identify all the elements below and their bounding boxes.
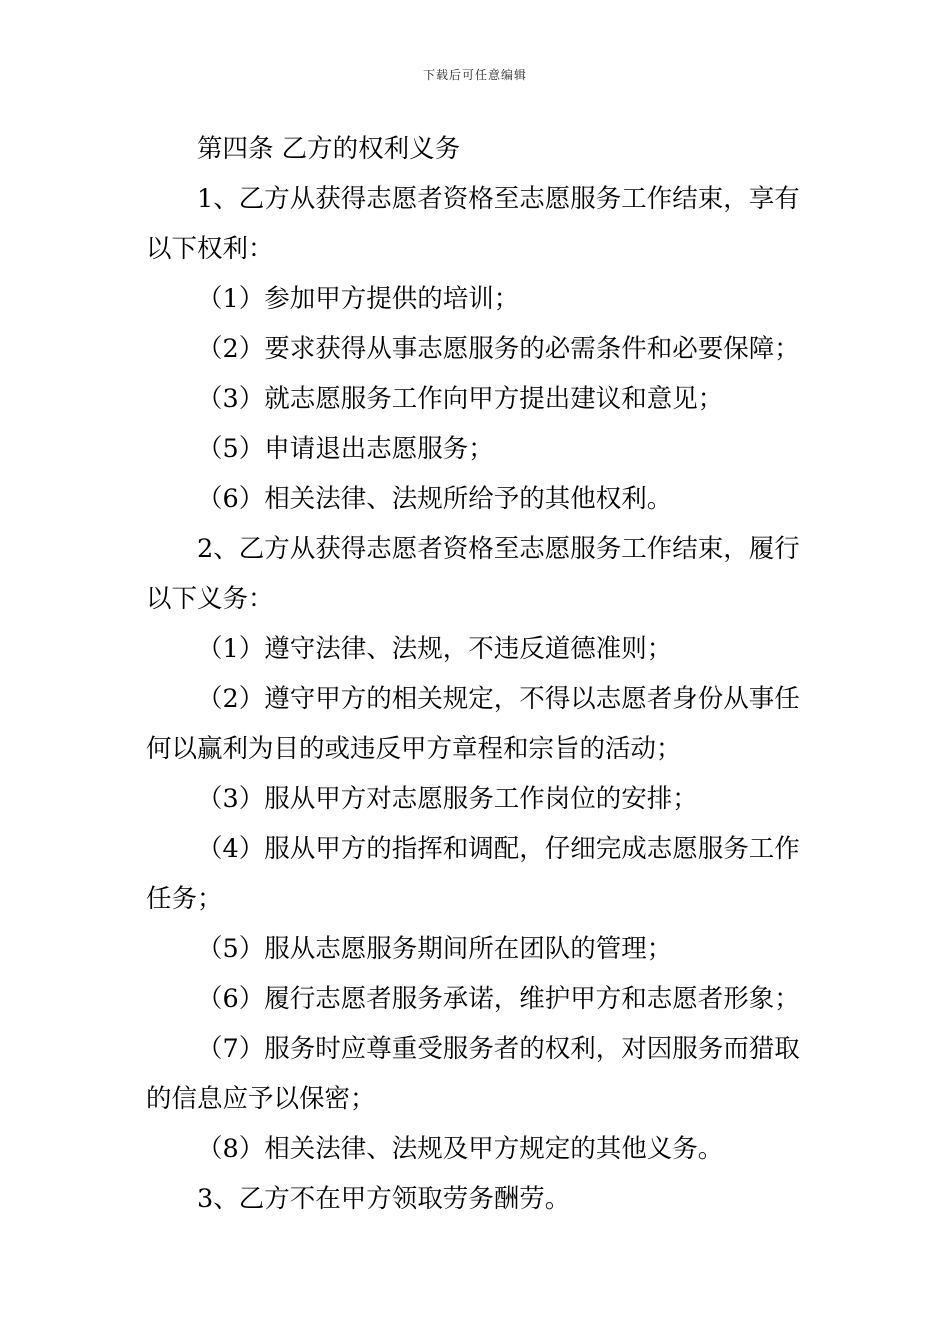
- right-item-3: （3）就志愿服务工作向甲方提出建议和意见；: [197, 384, 724, 414]
- right-item-5: （5）申请退出志愿服务；: [197, 434, 494, 464]
- duty-item-6: （6）履行志愿者服务承诺，维护甲方和志愿者形象；: [197, 984, 800, 1014]
- clause-2: 2、乙方从获得志愿者资格至志愿服务工作结束，履行以下义务：: [146, 534, 800, 614]
- clause-1: 1、乙方从获得志愿者资格至志愿服务工作结束，享有以下权利：: [146, 184, 800, 264]
- duty-item-2: （2）遵守甲方的相关规定，不得以志愿者身份从事任何以赢利为目的或违反甲方章程和宗旨的活动；: [146, 684, 800, 764]
- duty-item-7: （7）服务时应尊重受服务者的权利，对因服务而猎取的信息应予以保密；: [146, 1034, 800, 1114]
- right-item-6: （6）相关法律、法规所给予的其他权利。: [197, 484, 673, 514]
- duty-item-5: （5）服从志愿服务期间所在团队的管理；: [197, 934, 673, 964]
- clause-3: 3、乙方不在甲方领取劳务酬劳。: [197, 1184, 571, 1214]
- duty-item-1: （1）遵守法律、法规，不违反道德准则；: [197, 634, 673, 664]
- page-header: 下载后可任意编辑: [422, 68, 527, 82]
- document-body: [146, 124, 806, 1224]
- right-item-1: （1）参加甲方提供的培训；: [197, 284, 520, 314]
- article-heading: 第四条 乙方的权利义务: [197, 134, 461, 164]
- duty-item-4: （4）服从甲方的指挥和调配，仔细完成志愿服务工作任务；: [146, 834, 800, 914]
- duty-item-3: （3）服从甲方对志愿服务工作岗位的安排；: [197, 784, 698, 814]
- duty-item-8: （8）相关法律、法规及甲方规定的其他义务。: [197, 1134, 724, 1164]
- right-item-2: （2）要求获得从事志愿服务的必需条件和必要保障；: [197, 334, 800, 364]
